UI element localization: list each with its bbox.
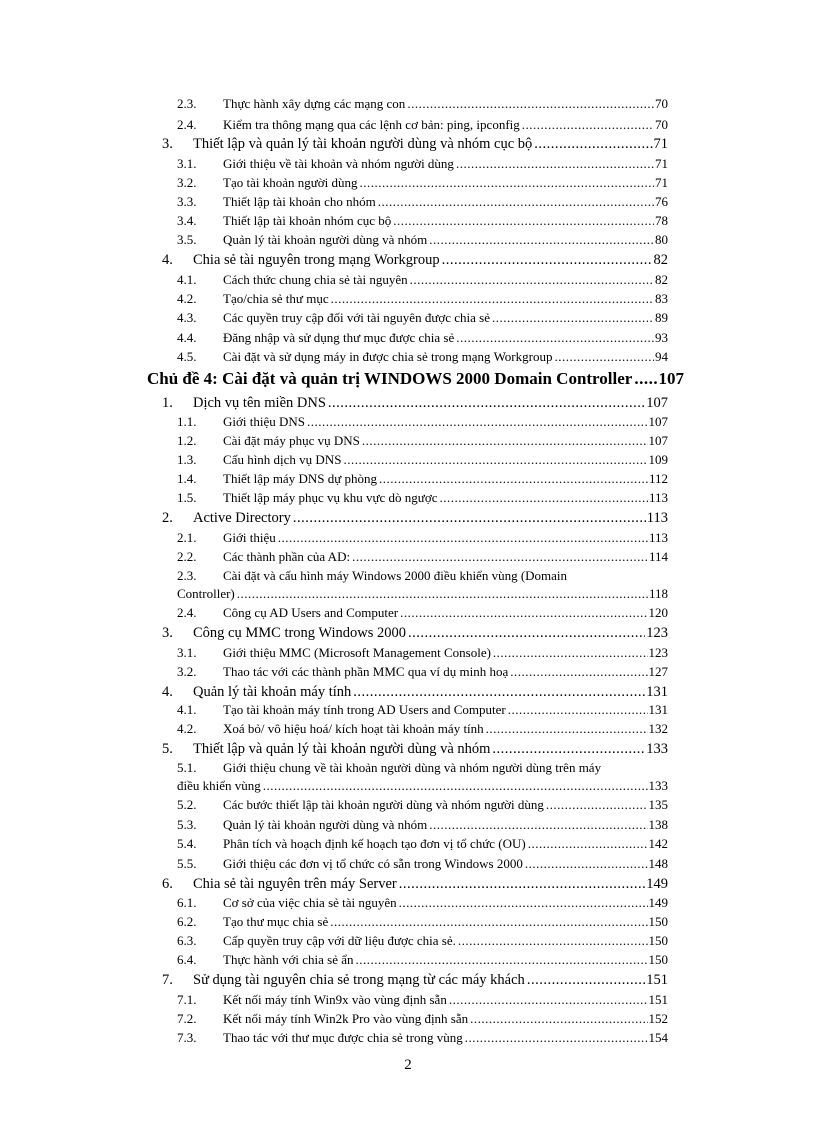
toc-subsection [0, 432, 816, 450]
toc-dot-leader [263, 777, 648, 795]
toc-dot-leader [408, 623, 645, 644]
toc-entry-number: 4.5. [177, 349, 197, 364]
toc-entry-number: 7.2. [177, 1011, 197, 1026]
toc-dot-leader [352, 548, 648, 566]
toc-entry-title: Tạo thư mục chia sẻ [223, 914, 329, 929]
toc-entry-title: Tạo tài khoản người dùng [223, 175, 358, 190]
toc-page-number: 133 [646, 741, 668, 757]
toc-entry-number: 2. [162, 510, 173, 526]
toc-dot-leader [554, 348, 654, 366]
toc-entry-title: Thao tác với các thành phần MMC qua ví dụ minh hoạ [223, 664, 509, 679]
toc-subsection [0, 701, 816, 719]
toc-entry-title: Controller) [177, 586, 235, 601]
toc-page-number: 123 [646, 625, 668, 641]
toc-subsection [0, 212, 816, 230]
toc-dot-leader [278, 529, 648, 547]
toc-entry-number: 1.2. [177, 433, 197, 448]
toc-subsection [0, 231, 816, 249]
toc-entry-title: Sử dụng tài nguyên chia sẻ trong mạng từ các máy khách [193, 972, 525, 988]
toc-entry-number: 4. [162, 684, 173, 700]
toc-page-number: 151 [646, 972, 668, 988]
toc-entry-number: 4. [162, 252, 173, 268]
toc-page-number: 132 [648, 721, 668, 736]
toc-page-number: 112 [648, 471, 668, 486]
toc-page-number: 150 [648, 914, 668, 929]
toc-subsection [0, 413, 816, 431]
toc-dot-leader [492, 739, 645, 760]
toc-page-number: 76 [655, 194, 668, 209]
toc-page-number: 138 [648, 817, 668, 832]
toc-subsection [0, 451, 816, 469]
toc-page-number: 113 [648, 530, 668, 545]
toc-subsection [0, 759, 816, 777]
toc-dot-leader [356, 951, 648, 969]
toc-entry-number: 5. [162, 741, 173, 757]
toc-dot-leader [429, 816, 647, 834]
toc-entry-title: Đăng nhập và sử dụng thư mục được chia sẻ [223, 330, 455, 345]
toc-entry-title: Thao tác với thư mục được chia sẻ trong vùng [223, 1030, 463, 1045]
toc-dot-leader [331, 290, 654, 308]
toc-entry-title: Thực hành với chia sẻ ẩn [223, 952, 354, 967]
toc-subsection [0, 796, 816, 814]
toc-entry-title: điều khiển vùng [177, 778, 261, 793]
toc-subsection [0, 116, 816, 134]
toc-subsection [0, 1010, 816, 1028]
toc-dot-leader [379, 470, 648, 488]
toc-dot-leader [307, 413, 648, 431]
toc-entry-number: 4.2. [177, 721, 197, 736]
toc-entry-number: 2.4. [177, 117, 197, 132]
toc-entry-number: 5.1. [177, 760, 197, 775]
toc-entry-title: Dịch vụ tên miền DNS [193, 395, 326, 411]
toc-section [0, 508, 816, 529]
toc-page-number: 123 [648, 645, 668, 660]
toc-dot-leader [522, 116, 654, 134]
toc-page-number: 94 [655, 349, 668, 364]
toc-page-number: 131 [648, 702, 668, 717]
toc-entry-number: 4.4. [177, 330, 197, 345]
toc-entry-title: Cài đặt và sử dụng máy in được chia sẻ trong mạng Workgroup [223, 349, 553, 364]
toc-page-number: 93 [655, 330, 668, 345]
toc-entry-number: 3.2. [177, 175, 197, 190]
toc-section [0, 623, 816, 644]
toc-entry-title: Cài đặt máy phục vụ DNS [223, 433, 360, 448]
toc-page-number: 80 [655, 232, 668, 247]
toc-entry-title: Kết nối máy tính Win9x vào vùng định sẵn [223, 992, 447, 1007]
toc-page-number: 107 [648, 414, 668, 429]
toc-subsection [0, 290, 816, 308]
toc-entry-title: Quản lý tài khoản người dùng và nhóm [223, 232, 428, 247]
toc-entry-title: Thiết lập và quản lý tài khoản người dùng và nhóm [193, 741, 491, 757]
toc-page-number: 70 [655, 96, 668, 111]
toc-entry-title: Chia sẻ tài nguyên trên máy Server [193, 876, 397, 892]
toc-entry-number: 1.4. [177, 471, 197, 486]
toc-subsection [0, 271, 816, 289]
toc-page-number: 135 [648, 797, 668, 812]
toc-subsection [0, 932, 816, 950]
toc-section [0, 134, 816, 155]
toc-subsection [0, 816, 816, 834]
toc-page-number: 71 [655, 175, 668, 190]
toc-entry-number: 3. [162, 136, 173, 152]
toc-dot-leader [378, 193, 654, 211]
toc-page-number: 151 [648, 992, 668, 1007]
toc-page-number: 114 [648, 549, 668, 564]
toc-entry-number: 7.1. [177, 992, 197, 1007]
toc-dot-leader [486, 720, 648, 738]
toc-subsection [0, 777, 816, 795]
toc-subsection [0, 174, 816, 192]
toc-subsection [0, 155, 816, 173]
toc-entry-title: Kết nối máy tính Win2k Pro vào vùng định sẵn [223, 1011, 469, 1026]
toc-subsection [0, 855, 816, 873]
toc-entry-number: 5.5. [177, 856, 197, 871]
toc-entry-number: 4.1. [177, 702, 197, 717]
toc-page-number: 107 [648, 433, 668, 448]
toc-page-number: 83 [655, 291, 668, 306]
toc-page-number: 149 [648, 895, 668, 910]
toc-dot-leader [470, 1010, 647, 1028]
toc-entry-number: 3.3. [177, 194, 197, 209]
toc-dot-leader [456, 155, 654, 173]
toc-page-number: 150 [648, 933, 668, 948]
toc-entry-title: Chia sẻ tài nguyên trong mạng Workgroup [193, 252, 440, 268]
toc-section [0, 250, 816, 271]
toc-dot-leader [399, 874, 646, 895]
toc-entry-title: Cấp quyền truy cập với dữ liệu được chia sẻ. [223, 933, 456, 948]
toc-entry-title: Xoá bỏ/ vô hiệu hoá/ kích hoạt tài khoản máy tính [223, 721, 484, 736]
toc-dot-leader [360, 174, 654, 192]
toc-entry-title: Chủ đề 4: Cài đặt và quản trị WINDOWS 2000 Domain Controller [147, 369, 633, 388]
toc-page-number: 152 [648, 1011, 668, 1026]
toc-entry-title: Thiết lập máy phục vụ khu vực dò ngược [223, 490, 438, 505]
toc-dot-leader [528, 835, 648, 853]
toc-entry-number: 2.3. [177, 96, 197, 111]
toc-subsection [0, 951, 816, 969]
toc-dot-leader [393, 212, 654, 230]
toc-entry-title: Giới thiệu các đơn vị tổ chức có sẵn trong Windows 2000 [223, 856, 523, 871]
toc-entry-title: Thiết lập tài khoản cho nhóm [223, 194, 376, 209]
toc-dot-leader [362, 432, 648, 450]
toc-subsection [0, 663, 816, 681]
toc-entry-title: Các bước thiết lập tài khoản người dùng và nhóm người dùng [223, 797, 544, 812]
toc-dot-leader [525, 855, 648, 873]
toc-subsection [0, 548, 816, 566]
toc-section [0, 970, 816, 991]
toc-entry-title: Tạo tài khoản máy tính trong AD Users and Computer [223, 702, 506, 717]
toc-subsection [0, 529, 816, 547]
toc-entry-number: 7.3. [177, 1030, 197, 1045]
toc-entry-number: 3.1. [177, 156, 197, 171]
toc-subsection [0, 1029, 816, 1047]
toc-page-number: 71 [653, 136, 668, 152]
toc-entry-title: Cài đặt và cấu hình máy Windows 2000 điều khiển vùng (Domain [223, 568, 568, 583]
toc-page-number: 131 [646, 684, 668, 700]
toc-entry-title: Thiết lập và quản lý tài khoản người dùng và nhóm cục bộ [193, 136, 533, 152]
toc-subsection [0, 894, 816, 912]
toc-dot-leader [400, 604, 647, 622]
toc-entry-title: Thiết lập tài khoản nhóm cục bộ [223, 213, 392, 228]
toc-entry-number: 1.3. [177, 452, 197, 467]
toc-dot-leader [493, 644, 648, 662]
toc-entry-number: 3. [162, 625, 173, 641]
toc-entry-title: Giới thiệu MMC (Microsoft Management Console) [223, 645, 491, 660]
toc-entry-number: 6.4. [177, 952, 197, 967]
toc-page-number: 82 [655, 272, 668, 287]
toc-subsection [0, 489, 816, 507]
toc-entry-number: 2.3. [177, 568, 197, 583]
toc-entry-title: Tạo/chia sẻ thư mục [223, 291, 329, 306]
toc-dot-leader [449, 991, 648, 1009]
page-number: 2 [404, 1057, 412, 1073]
toc-entry-number: 6.3. [177, 933, 197, 948]
toc-entry-number: 3.4. [177, 213, 197, 228]
toc-page-number: 109 [648, 452, 668, 467]
toc-entry-title: Phân tích và hoạch định kế hoạch tạo đơn vị tổ chức (OU) [223, 836, 526, 851]
toc-dot-leader [527, 970, 645, 991]
toc-dot-leader [456, 329, 654, 347]
toc-subsection [0, 720, 816, 738]
toc-subsection [0, 913, 816, 931]
toc-subsection [0, 644, 816, 662]
toc-dot-leader [439, 489, 647, 507]
toc-entry-number: 3.5. [177, 232, 197, 247]
toc-dot-leader [237, 585, 648, 603]
toc-entry-title: Quản lý tài khoản máy tính [193, 684, 352, 700]
toc-dot-leader [343, 451, 647, 469]
toc-page-number: 71 [655, 156, 668, 171]
toc-entry-title: Thiết lập máy DNS dự phòng [223, 471, 378, 486]
toc-entry-title: Công cụ MMC trong Windows 2000 [193, 625, 407, 641]
toc-entry-number: 5.3. [177, 817, 197, 832]
toc-page-number: 149 [646, 876, 668, 892]
toc-page-number: 150 [648, 952, 668, 967]
toc-entry-number: 6.2. [177, 914, 197, 929]
toc-entry-number: 2.2. [177, 549, 197, 564]
toc-subsection [0, 95, 816, 113]
toc-entry-number: 1.5. [177, 490, 197, 505]
toc-page-number: 107 [646, 395, 668, 411]
toc-dot-leader [330, 913, 647, 931]
toc-page-number: 107 [658, 369, 684, 388]
toc-section [0, 739, 816, 760]
toc-dot-leader [407, 95, 654, 113]
toc-entry-number: 2.1. [177, 530, 197, 545]
toc-subsection [0, 348, 816, 366]
toc-subsection [0, 193, 816, 211]
toc-page-number: 142 [648, 836, 668, 851]
toc-entry-number: 6.1. [177, 895, 197, 910]
toc-entry-number: 6. [162, 876, 173, 892]
toc-entry-title: Giới thiệu DNS [223, 414, 305, 429]
toc-section [0, 874, 816, 895]
toc-page-number: 70 [655, 117, 668, 132]
toc-entry-number: 5.2. [177, 797, 197, 812]
toc-entry-title: Cơ sở của việc chia sẻ tài nguyên [223, 895, 397, 910]
toc-page-number: 127 [648, 664, 668, 679]
toc-entry-number: 3.2. [177, 664, 197, 679]
toc-entry-title: Cấu hình dịch vụ DNS [223, 452, 342, 467]
toc-section [0, 682, 816, 703]
toc-entry-number: 4.3. [177, 310, 197, 325]
toc-entry-title: Giới thiệu [223, 530, 276, 545]
toc-entry-title: Giới thiệu chung về tài khoản người dùng và nhóm người dùng trên máy [223, 760, 602, 775]
toc-dot-leader [399, 894, 648, 912]
toc-page-number: 118 [648, 586, 668, 601]
toc-dot-leader [465, 1029, 648, 1047]
toc-subsection [0, 835, 816, 853]
toc-entry-number: 1.1. [177, 414, 197, 429]
toc-entry-number: 1. [162, 395, 173, 411]
toc-subsection [0, 604, 816, 622]
toc-dot-leader [410, 271, 654, 289]
toc-page-number: 113 [648, 490, 668, 505]
toc-entry-number: 2.4. [177, 605, 197, 620]
toc-entry-number: 3.1. [177, 645, 197, 660]
toc-entry-title: Công cụ AD Users and Computer [223, 605, 399, 620]
toc-entry-title: Các thành phần của AD: [223, 549, 351, 564]
toc-subsection [0, 470, 816, 488]
toc-dot-leader [328, 393, 645, 414]
toc-page-number: 78 [655, 213, 668, 228]
toc-entry-title: Giới thiệu về tài khoản và nhóm người dùng [223, 156, 454, 171]
toc-page-number: 89 [655, 310, 668, 325]
toc-entry-number: 7. [162, 972, 173, 988]
toc-page-number: 82 [653, 252, 668, 268]
toc-dot-leader [492, 309, 654, 327]
toc-dot-leader [510, 663, 647, 681]
toc-dot-leader [429, 231, 654, 249]
toc-entry-title: Cách thức chung chia sẻ tài nguyên [223, 272, 408, 287]
toc-dot-leader [442, 250, 653, 271]
toc-entry-number: 5.4. [177, 836, 197, 851]
toc-entry-title: Thực hành xây dựng các mạng con [223, 96, 406, 111]
toc-entry-number: 4.2. [177, 291, 197, 306]
toc-subsection [0, 585, 816, 603]
toc-chapter [0, 367, 816, 391]
toc-subsection [0, 309, 816, 327]
toc-entry-title: Active Directory [193, 510, 291, 526]
toc-subsection [0, 329, 816, 347]
toc-subsection [0, 991, 816, 1009]
toc-dot-leader [293, 508, 646, 529]
toc-dot-leader [534, 134, 652, 155]
toc-entry-title: Các quyền truy cập đối với tài nguyên được chia sẻ [223, 310, 490, 325]
toc-page-number: 154 [648, 1030, 668, 1045]
toc-page-number: 148 [648, 856, 668, 871]
toc-dot-leader [634, 367, 657, 391]
toc-page-number: 120 [648, 605, 668, 620]
toc-dot-leader [458, 932, 648, 950]
toc-subsection [0, 567, 816, 585]
toc-page-number: 113 [646, 510, 668, 526]
toc-section [0, 393, 816, 414]
toc-entry-title: Quản lý tài khoản người dùng và nhóm [223, 817, 428, 832]
toc-dot-leader [353, 682, 645, 703]
toc-dot-leader [508, 701, 648, 719]
toc-entry-title: Kiểm tra thông mạng qua các lệnh cơ bản: ping, ipconfig [223, 117, 520, 132]
toc-page-number: 133 [648, 778, 668, 793]
toc-entry-number: 4.1. [177, 272, 197, 287]
toc-dot-leader [546, 796, 648, 814]
